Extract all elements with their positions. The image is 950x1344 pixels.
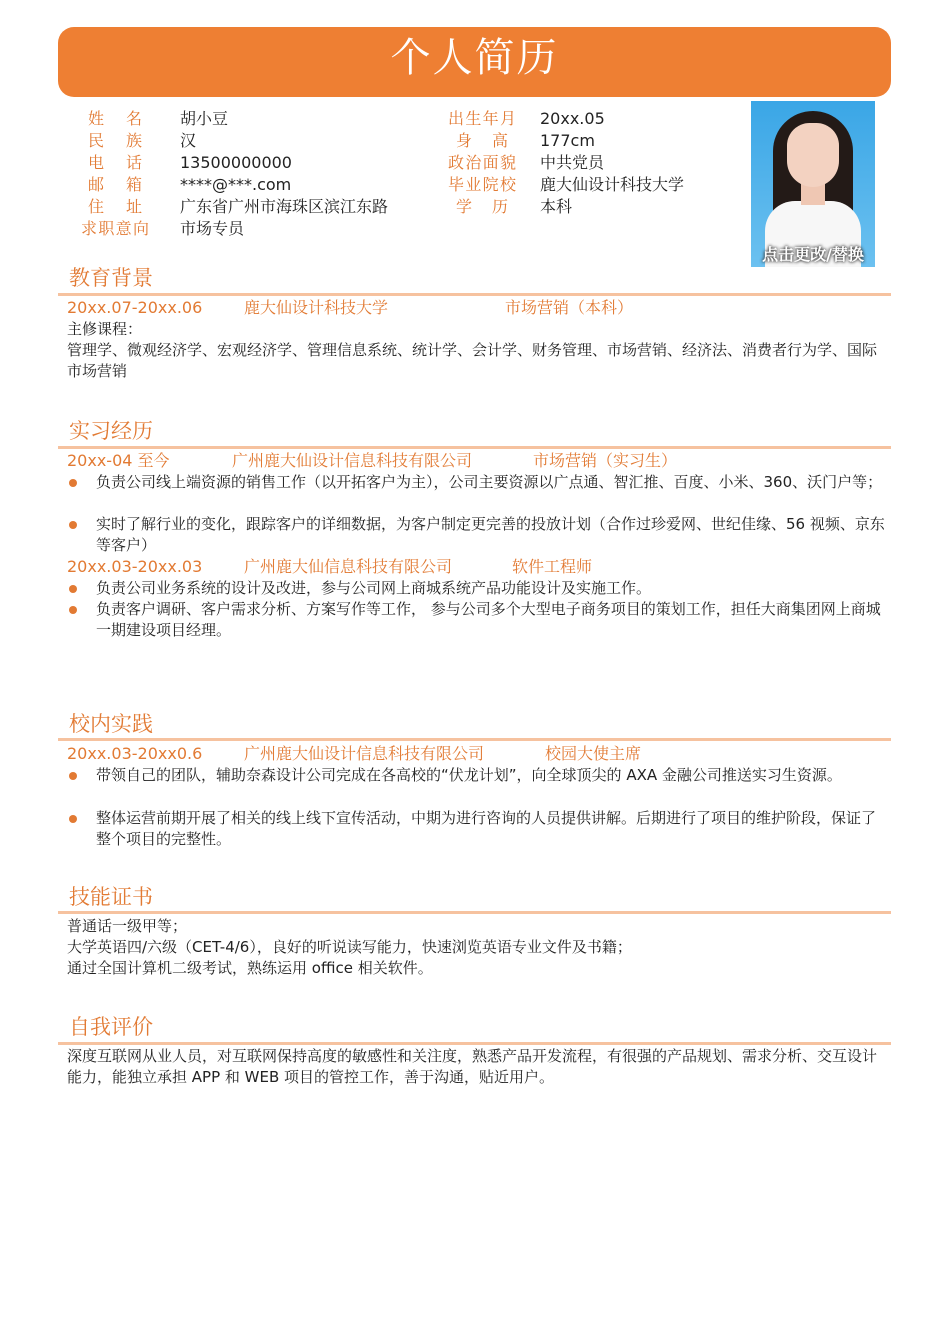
edu-courses-label: 主修课程： bbox=[67, 320, 143, 338]
profile-value: 市场专员 bbox=[180, 219, 245, 238]
profile-value: 汉 bbox=[180, 131, 197, 150]
profile-row-birth bbox=[448, 108, 605, 130]
bullet-dot-icon bbox=[69, 606, 77, 614]
profile-row-phone bbox=[88, 152, 292, 174]
bullet-text: 负责公司业务系统的设计及改进，参与公司网上商城系统产品功能设计及实施工作。 bbox=[96, 579, 652, 597]
profile-photo[interactable] bbox=[751, 101, 875, 267]
section-title-self-eval: 自我评价 bbox=[69, 1015, 153, 1039]
profile-value: ****@***.com bbox=[180, 175, 292, 194]
job-company: 广州鹿大仙设计信息科技有限公司 bbox=[232, 451, 473, 470]
bullet-dot-icon bbox=[69, 479, 77, 487]
profile-label: 民 族 bbox=[88, 131, 142, 150]
section-title-campus: 校内实践 bbox=[69, 712, 153, 736]
bullet-text: 带领自己的团队，辅助奈森设计公司完成在各高校的“伏龙计划”，向全球顶尖的 AXA 金融公司推送实习生资源。 bbox=[96, 766, 842, 784]
section-title-skills: 技能证书 bbox=[69, 885, 153, 909]
profile-label: 学 历 bbox=[456, 197, 508, 216]
campus-bullet bbox=[67, 808, 887, 850]
profile-row-name bbox=[88, 108, 229, 130]
profile-row-degree bbox=[456, 196, 573, 218]
job-role: 软件工程师 bbox=[512, 557, 593, 576]
skill-line: 普通话一级甲等； bbox=[67, 917, 188, 935]
bullet-text: 负责客户调研、客户需求分析、方案写作等工作， 参与公司多个大型电子商务项目的策划工作，担任大商集团网上商城一期建设项目经理。 bbox=[96, 600, 881, 639]
job-company: 广州鹿大仙信息科技有限公司 bbox=[244, 557, 453, 576]
profile-value: 鹿大仙设计科技大学 bbox=[540, 175, 685, 194]
profile-label: 求职意向 bbox=[81, 219, 149, 238]
profile-value: 中共党员 bbox=[540, 153, 605, 172]
job-bullet bbox=[67, 514, 887, 556]
bullet-dot-icon bbox=[69, 585, 77, 593]
section-divider bbox=[58, 293, 891, 296]
section-divider bbox=[58, 738, 891, 741]
edu-courses: 管理学、微观经济学、宏观经济学、管理信息系统、统计学、会计学、财务管理、市场营销、经济法、消费者行为学、国际市场营销 bbox=[67, 341, 878, 380]
title-banner bbox=[58, 27, 891, 97]
bullet-dot-icon bbox=[69, 521, 77, 529]
bullet-dot-icon bbox=[69, 815, 77, 823]
campus-org: 广州鹿大仙设计信息科技有限公司 bbox=[244, 744, 485, 763]
profile-row-ethnicity bbox=[88, 130, 197, 152]
self-eval-text: 深度互联网从业人员，对互联网保持高度的敏感性和关注度，熟悉产品开发流程，有很强的产品规划、需求分析、交互设计能力，能独立承担 APP 和 WEB 项目的管控工作，善于沟通，贴近用户。 bbox=[67, 1047, 878, 1086]
profile-value: 胡小豆 bbox=[180, 109, 229, 128]
profile-label: 政治面貌 bbox=[448, 153, 516, 172]
skill-line: 通过全国计算机二级考试，熟练运用 office 相关软件。 bbox=[67, 959, 433, 977]
profile-value: 177cm bbox=[540, 131, 595, 150]
job-bullet bbox=[67, 599, 887, 641]
skill-line: 大学英语四/六级（CET-4/6），良好的听说读写能力，快速浏览英语专业文件及书籍； bbox=[67, 938, 632, 956]
job-period: 20xx-04 至今 bbox=[67, 451, 170, 470]
profile-row-objective bbox=[81, 218, 245, 240]
profile-row-address bbox=[88, 196, 389, 218]
profile-row-political bbox=[448, 152, 605, 174]
photo-replace-caption[interactable]: 点击更改/替换 bbox=[762, 245, 864, 264]
profile-label: 身 高 bbox=[456, 131, 508, 150]
profile-value: 广东省广州市海珠区滨江东路 bbox=[180, 197, 389, 216]
bullet-text: 负责公司线上端资源的销售工作（以开拓客户为主），公司主要资源以广点通、智汇推、百度、小米、360、沃门户等； bbox=[96, 473, 883, 491]
campus-role: 校园大使主席 bbox=[545, 744, 642, 763]
job-role: 市场营销（实习生） bbox=[533, 451, 678, 470]
profile-label: 出生年月 bbox=[448, 109, 516, 128]
job-period: 20xx.03-20xx.03 bbox=[67, 557, 203, 576]
bullet-text: 实时了解行业的变化，跟踪客户的详细数据，为客户制定更完善的投放计划（合作过珍爱网、世纪佳缘、56 视频、京东等客户） bbox=[96, 515, 885, 554]
profile-row-height bbox=[456, 130, 595, 152]
profile-value: 13500000000 bbox=[180, 153, 292, 172]
bullet-dot-icon bbox=[69, 772, 77, 780]
section-divider bbox=[58, 446, 891, 449]
profile-value: 本科 bbox=[540, 197, 573, 216]
edu-period: 20xx.07-20xx.06 bbox=[67, 298, 203, 317]
section-title-internship: 实习经历 bbox=[69, 419, 153, 443]
profile-value: 20xx.05 bbox=[540, 109, 605, 128]
profile-label: 电 话 bbox=[88, 153, 142, 172]
profile-label: 邮 箱 bbox=[88, 175, 142, 194]
job-bullet bbox=[67, 472, 887, 493]
section-title-education: 教育背景 bbox=[69, 266, 153, 290]
campus-period: 20xx.03-20xx0.6 bbox=[67, 744, 203, 763]
profile-row-email bbox=[88, 174, 292, 196]
profile-row-school bbox=[448, 174, 685, 196]
section-divider bbox=[58, 1042, 891, 1045]
section-divider bbox=[58, 911, 891, 914]
job-bullet bbox=[67, 578, 887, 599]
resume-title: 个人简历 bbox=[390, 35, 559, 81]
profile-label: 住 址 bbox=[88, 197, 142, 216]
bullet-text: 整体运营前期开展了相关的线上线下宣传活动，中期为进行咨询的人员提供讲解。后期进行了项目的维护阶段，保证了整个项目的完整性。 bbox=[96, 809, 877, 848]
photo-face bbox=[787, 123, 839, 187]
profile-label: 毕业院校 bbox=[448, 175, 516, 194]
edu-major: 市场营销（本科） bbox=[505, 298, 634, 317]
profile-label: 姓 名 bbox=[88, 109, 142, 128]
edu-school: 鹿大仙设计科技大学 bbox=[244, 298, 389, 317]
campus-bullet bbox=[67, 765, 887, 786]
